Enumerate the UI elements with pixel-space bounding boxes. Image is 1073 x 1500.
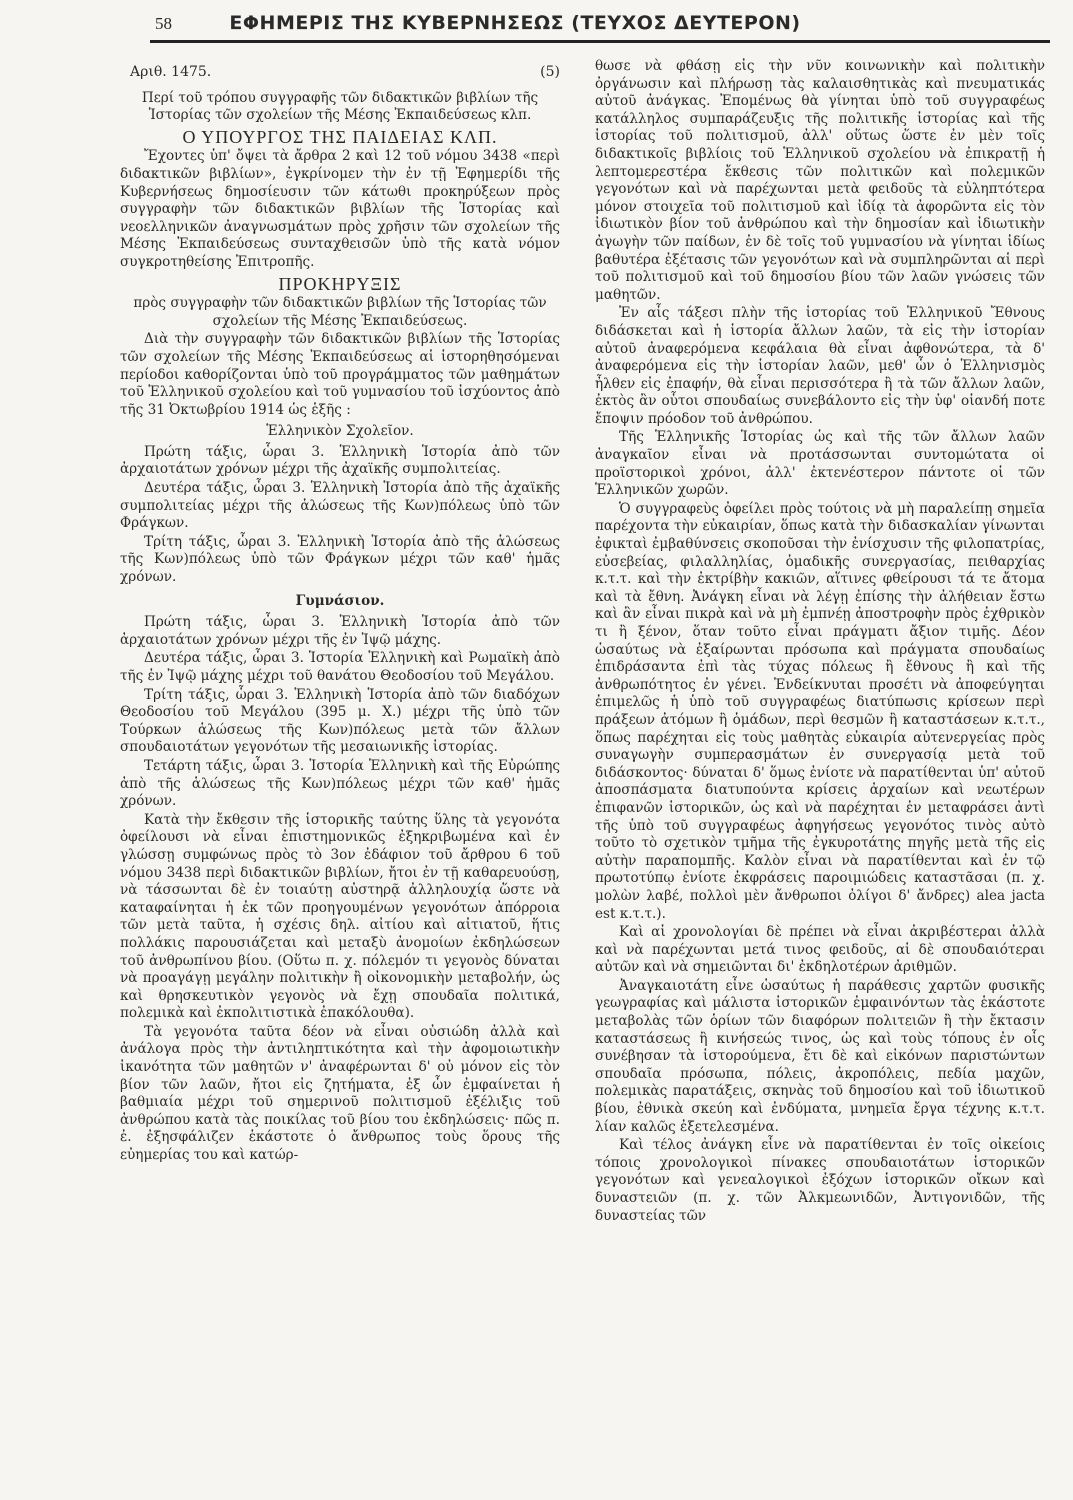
body-paragraph-2: Τὰ γεγονότα ταῦτα δέον νὰ εἶναι οὐσιώδη ἀλλὰ καὶ ἀνάλογα πρὸς τὴν ἀντιληπτικότητα καὶ τὴν ἀφομοιωτικὴν ἱκανότητα τῶν μαθητῶν ν' ἀναφέρωνται δ' οὐ μόνον εἰς τὸν βίον τῶν λαῶν, ἤτοι εἰς ζητήματα, ἐξ ὧν ἐμφαίνεται ἡ βαθμιαία μέχρι τοῦ σημερινοῦ πολιτισμοῦ ἐξέλιξις τοῦ ἀνθρώπου κατὰ τὰς ποικίλας τοῦ βίου του ἐκδηλώσεις· πῶς π. ἐ. ἐξησφάλιζεν ἑκάστοτε ὁ ἄνθρωπος τοὺς ὅρους τῆς εὐημερίας του καὶ κατώρ-	[120, 1023, 560, 1164]
school-heading: Ἑλληνικὸν Σχολεῖον.	[266, 423, 414, 440]
decision-seq: (5)	[540, 64, 560, 80]
left-column	[120, 58, 560, 1166]
body-paragraph-1: Κατὰ τὴν ἔκθεσιν τῆς ἱστορικῆς ταύτης ὕλης τὰ γεγονότα ὀφείλουσι νὰ εἶναι ἐπιστημονικῶς ἐξηκριβωμένα καὶ ἐν γλώσσῃ συμφώνως πρὸς τὸ 3ον ἐδάφιον τοῦ ἄρθρου 6 τοῦ νόμου 3438 περὶ διδακτικῶν βιβλίων, ἤτοι ἐν τῇ καθαρευούσῃ, νὰ τάσσωνται δὲ ἐν τοιαύτῃ αὐστηρᾷ ἀλληλουχίᾳ ὥστε νὰ καταφαίνηται ἡ ἐκ τῶν προηγουμένων γεγονότων ἀπόρροια τῶν μετὰ ταῦτα, ἡ σχέσις δηλ. αἰτίου καὶ αἰτιατοῦ, ἥτις πολλάκις παρουσιάζεται καὶ μεταξὺ ἀνομοίων ἐκδηλώσεων τοῦ ἀνθρωπίνου βίου. (Οὕτω π. χ. πόλεμόν τι γεγονὸς δύναται νὰ προαγάγῃ μεγάλην πολιτικὴν ἢ οἰκονομικὴν μεταβολήν, ὡς καὶ θρησκευτικὸν γεγονὸς νὰ ἔχῃ σπουδαῖα πολιτικά, πολεμικὰ καὶ ἐκπολιτιστικὰ ἐπακόλουθα).	[120, 811, 560, 1022]
right-paragraph-3: Τῆς Ἑλληνικῆς Ἱστορίας ὡς καὶ τῆς τῶν ἄλλων λαῶν ἀναγκαῖον εἶναι νὰ προτάσσωνται συντομώτατα οἱ προϊστορικοὶ χρόνοι, ἀλλ' ἐκτενέστερον πάντοτε οἱ τῶν Ἑλληνικῶν χωρῶν.	[595, 429, 1045, 499]
right-paragraph-7: Καὶ τέλος ἀνάγκη εἶνε νὰ παρατίθενται ἐν τοῖς οἰκείοις τόποις χρονολογικοὶ πίνακες σπουδαιοτάτων ἱστορικῶν γεγονότων καὶ γενεαλογικοὶ ἐξόχων ἱστορικῶν οἴκων καὶ δυναστειῶν (π. χ. τῶν Ἀλκμεωνιδῶν, Ἀντιγονιδῶν, τῆς δυναστείας τῶν	[595, 1137, 1045, 1224]
school-class-3: Τρίτη τάξις, ὧραι 3. Ἑλληνικὴ Ἱστορία ἀπὸ τῆς ἁλώσεως τῆς Κων)πόλεως ὑπὸ τῶν Φράγκων μέχρι τῶν καθ' ἡμᾶς χρόνων.	[120, 533, 560, 586]
page-number: 58	[155, 14, 172, 33]
header-rule	[150, 40, 1050, 43]
right-paragraph-5: Καὶ αἱ χρονολογίαι δὲ πρέπει νὰ εἶναι ἀκριβέστεραι ἀλλὰ καὶ νὰ παρέχωνται μετά τινος φειδοῦς, αἱ δὲ σπουδαιότεραι αὐτῶν καὶ νὰ σημειῶνται δι' ἐκδηλοτέρων ἀριθμῶν.	[595, 924, 1045, 976]
gym-class-3: Τρίτη τάξις, ὧραι 3. Ἑλληνικὴ Ἱστορία ἀπὸ τῶν διαδόχων Θεοδοσίου τοῦ Μεγάλου (395 μ. Χ.) μέχρι τῆς ὑπὸ τῶν Τούρκων ἁλώσεως τῆς Κων)πόλεως μετὰ τῶν ἄλλων σπουδαιοτάτων γεγονότων τῆς μεσαιωνικῆς ἱστορίας.	[120, 686, 560, 756]
decision-number: Αριθ. 1475.	[130, 64, 212, 80]
proclamation-heading: ΠΡΟΚΗΡΥΞΙΣ	[278, 273, 402, 294]
gym-class-4: Τετάρτη τάξις, ὧραι 3. Ἱστορία Ἑλληνικὴ καὶ τῆς Εὐρώπης ἀπὸ τῆς ἁλώσεως τῆς Κων)πόλεως μέχρι τῶν καθ' ἡμᾶς χρόνων.	[120, 757, 560, 810]
right-paragraph-2: Ἐν αἷς τάξεσι πλὴν τῆς ἱστορίας τοῦ Ἑλληνικοῦ Ἔθνους διδάσκεται καὶ ἡ ἱστορία ἄλλων λαῶν, τὰ εἰς τὴν ἱστορίαν αὐτοῦ ἀναφερόμενα κεφάλαια θὰ εἶναι ἀφθονώτερα, τὰ δ' ἀναφερόμενα εἰς τὴν ἱστορίαν λαῶν, μεθ' ὧν ὁ Ἑλληνισμὸς ἦλθεν εἰς ἐπαφήν, θὰ εἶναι περισσότερα ἢ τὰ τῶν ἄλλων λαῶν, ἐκτὸς ἂν οὗτοι σπουδαίως συνεβάλοντο εἰς τὴν ὑφ' οἱανδή ποτε ἔποψιν πρόοδον τοῦ ἀνθρώπου.	[595, 305, 1045, 427]
right-paragraph-1: θωσε νὰ φθάσῃ εἰς τὴν νῦν κοινωνικὴν καὶ πολιτικὴν ὀργάνωσιν καὶ πλήρωσῃ τὰς καλαισθητικὰς καὶ πνευματικάς αὐτοῦ ἀνάγκας. Ἐπομένως θὰ γίνηται ὑπὸ τοῦ συγγραφέως κατάλληλος συμπαράζευξις τῆς πολιτικῆς ἱστορίας καὶ τῆς ἱστορίας τοῦ πολιτισμοῦ, ἀλλ' οὕτως ὥστε ἐν μὲν τοῖς διδακτικοῖς βιβλίοις τοῦ Ἑλληνικοῦ σχολείου νὰ ἐπικρατῇ ἡ λεπτομερεστέρα ἔκθεσις τῶν πολιτικῶν καὶ πολεμικῶν γεγονότων καὶ νὰ παρέχωνται μετὰ φειδοῦς τὰ εὐληπτότερα μόνον στοιχεῖα τοῦ πολιτισμοῦ καὶ ἰδίᾳ τὰ ἀφορῶντα εἰς τὸν ἰδιωτικὸν βίον τοῦ ἀνθρώπου καὶ τὴν δημοσίαν καὶ ἰδιωτικὴν ἀγωγὴν τῶν παίδων, ἐν δὲ τοῖς τοῦ γυμνασίου νὰ γίνηται ἰδίως βαθυτέρα ἐξέτασις τῶν γεγονότων καὶ νὰ συμπληρῶνται αἱ περὶ τοῦ πολιτισμοῦ καὶ τοῦ δημοσίου βίου τῶν λαῶν γνώσεις τῶν μαθητῶν.	[595, 58, 1045, 303]
gym-class-1: Πρώτη τάξις, ὧραι 3. Ἑλληνικὴ Ἱστορία ἀπὸ τῶν ἀρχαιοτάτων χρόνων μέχρι τῆς ἐν Ἰψῷ μάχης.	[120, 614, 560, 648]
preamble: Ἔχοντες ὑπ' ὄψει τὰ ἄρθρα 2 καὶ 12 τοῦ νόμου 3438 «περὶ διδακτικῶν βιβλίων», ἐγκρίνομεν τὴν ἐν τῇ Ἐφημερίδι τῆς Κυβερνήσεως δημοσίευσιν τῶν κάτωθι προκηρύξεων πρὸς συγγραφὴν τῶν διδακτικῶν βιβλίων τῆς Ἱστορίας καὶ νεοελληνικῶν ἀναγνωσμάτων πρὸς χρῆσιν τῶν σχολείων τῆς Μέσης Ἐκπαιδεύσεως συνταχθεισῶν ὑπὸ τῆς κατὰ νόμον συγκροτηθείσης Ἐπιτροπῆς.	[120, 148, 560, 270]
school-class-2: Δευτέρα τάξις, ὧραι 3. Ἑλληνικὴ Ἱστορία ἀπὸ τῆς ἀχαϊκῆς συμπολιτείας μέχρι τῆς ἁλώσεως τῆς Κων)πόλεως ὑπὸ τῶν Φράγκων.	[120, 480, 560, 532]
decision-line	[130, 64, 560, 82]
decision-subject: Περί τοῦ τρόπου συγγραφῆς τῶν διδακτικῶν βιβλίων τῆς Ἱστορίας τῶν σχολείων τῆς Μέσης Ἐκπαιδεύσεως κλπ.	[141, 89, 539, 124]
gym-class-2: Δευτέρα τάξις, ὧραι 3. Ἱστορία Ἑλληνικὴ καὶ Ρωμαϊκὴ ἀπὸ τῆς ἐν Ἰψῷ μάχης μέχρι τοῦ θανάτου Θεοδοσίου τοῦ Μεγάλου.	[120, 650, 560, 684]
running-head: ΕΦΗΜΕΡΙΣ ΤΗΣ ΚΥΒΕΡΝΗΣΕΩΣ (ΤΕΥΧΟΣ ΔΕΥΤΕΡΟΝ)	[229, 12, 801, 34]
intro-paragraph: Διὰ τὴν συγγραφὴν τῶν διδακτικῶν βιβλίων τῆς Ἱστορίας τῶν σχολείων τῆς Μέσης Ἐκπαιδεύσεως αἱ ἱστορηθησόμεναι περίοδοι καθορίζονται ὑπὸ τοῦ προγράμματος τῶν μαθημάτων τοῦ Ἑλληνικοῦ σχολείου καὶ τοῦ γυμνασίου τοῦ ἰσχύοντος ἀπὸ τῆς 31 Ὀκτωβρίου 1914 ὡς ἑξῆς :	[120, 331, 560, 418]
right-paragraph-4: Ὁ συγγραφεὺς ὀφείλει πρὸς τούτοις νὰ μὴ παραλείπῃ σημεῖα παρέχοντα τὴν εὐκαιρίαν, ὅπως κατὰ τὴν διδασκαλίαν γίνωνται ἐφικταὶ ἐμβαθύνσεις σκοποῦσαι τὴν ἐνίσχυσιν τῆς φιλοπατρίας, εὐσεβείας, φιλαλληλίας, ὁμαδικῆς συνεργασίας, πειθαρχίας κ.τ.τ. καὶ τὴν ἐκτρίβὴν κακιῶν, αἵτινες φθείρουσι τά τε ἄτομα καὶ τὰ ἔθνη. Ἀνάγκη εἶναι νὰ λέγῃ ἐπίσης τὴν ἀλήθειαν ἔστω καὶ ἂν εἶναι πικρὰ καὶ νὰ μὴ ἐμπνέῃ ἀποστροφὴν πρὸς ἐχθρικὸν τι ἢ ξένον, ὅταν τοῦτο εἶναι πράγματι ἄξιον τιμῆς. Δέον ὡσαύτως νὰ ἐξαίρωνται πρόσωπα καὶ πράγματα σπουδαίως ἐπιδράσαντα ἐπὶ τὰς τύχας πόλεως ἢ ἔθνους ἢ καὶ τῆς ἀνθρωπότητος ἐν γένει. Ἐνδείκνυται προσέτι νὰ ἀποφεύγηται ἐπιμελῶς ἡ ὑπὸ τοῦ συγγραφέως διατύπωσις κρίσεων περὶ πράξεων ἀτόμων ἢ ὁμάδων, περὶ θεσμῶν ἢ καταστάσεων κ.τ.τ., ὅπως παρέχηται εἰς τοὺς μαθητὰς εὐκαιρία αὐτενεργείας πρὸς συναγωγὴν συμπερασμάτων ἐν συνεργασίᾳ μετὰ τοῦ διδάσκοντος· δύναται δ' ὅμως ἐνίοτε νὰ παρατίθενται ὑπ' αὐτοῦ ἀποσπάσματα διατυπούντα κρίσεις ἀρχαίων καὶ νεωτέρων ἐπιφανῶν ἱστορικῶν, ὡς καὶ νὰ παρέχηται ἐν μεταφράσει ἀντὶ τῆς ὑπὸ τοῦ συγγραφέως ἀφηγήσεως γεγονότος τινὸς αὐτὸ τοῦτο τὸ σχετικὸν τμῆμα τῆς ἐγκυροτάτης πηγῆς μετὰ τῆς εἰς αὐτὴν παραπομπῆς. Καλὸν εἶναι νὰ παρατίθενται καὶ ἐν τῷ πρωτοτύπῳ ἐνίοτε ἐκφράσεις παροιμιώδεις καταστᾶσαι (π. χ. μολὼν λαβέ, πολλοὶ μὲν ἄνθρωποι ὀλίγοι δ' ἄνδρες) alea jacta est κ.τ.τ.).	[595, 500, 1045, 922]
right-column	[595, 58, 1045, 1226]
proclamation-subtitle: πρὸς συγγραφὴν τῶν διδακτικῶν βιβλίων τῆς Ἱστορίας τῶν σχολείων τῆς Μέσης Ἐκπαιδεύσεως.	[133, 295, 547, 329]
minister-heading: Ο ΥΠΟΥΡΓΟΣ ΤΗΣ ΠΑΙΔΕΙΑΣ ΚΛΠ.	[182, 126, 498, 147]
school-class-1: Πρώτη τάξις, ὧραι 3. Ἑλληνικὴ Ἱστορία ἀπὸ τῶν ἀρχαιοτάτων χρόνων μέχρι τῆς ἀχαϊκῆς συμπολιτείας.	[120, 443, 560, 478]
right-paragraph-6: Ἀναγκαιοτάτη εἶνε ὡσαύτως ἡ παράθεσις χαρτῶν φυσικῆς γεωγραφίας καὶ μάλιστα ἱστορικῶν ἐμφαινόντων τὰς ἑκάστοτε μεταβολὰς τῶν ὁρίων τῶν διαφόρων πολιτειῶν ἢ τὴν ἔκτασιν καταστάσεως ἢ κινήσεώς τινος, ὡς καὶ τοὺς τόπους ἐν οἷς συνέβησαν τὰ ἱστορούμενα, ἔτι δὲ καὶ εἰκόνων παριστώντων σπουδαῖα πρόσωπα, πόλεις, ἀκροπόλεις, πεδία μαχῶν, πολεμικὰς παρατάξεις, σκηνὰς τοῦ δημοσίου καὶ τοῦ ἰδιωτικοῦ βίου, ἐθνικὰ σκεύη καὶ ἐνδύματα, μνημεῖα ἔργα τέχνης κ.τ.τ. λίαν καλῶς ἐξετελεσμένα.	[595, 977, 1045, 1135]
gymnasium-heading: Γυμνάσιον.	[295, 592, 385, 609]
